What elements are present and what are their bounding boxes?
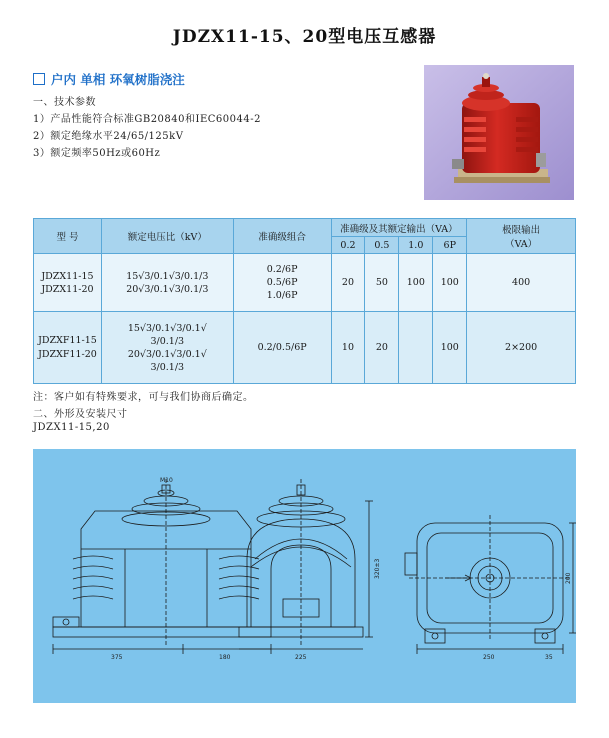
square-bullet-icon bbox=[33, 73, 45, 85]
cell-accuracy bbox=[233, 254, 331, 312]
ratio-value: 15√3/0.1√3/0.1√ bbox=[127, 322, 207, 334]
tech-params-heading: 一、技术参数 bbox=[33, 97, 96, 108]
header-sub-6p: 6P bbox=[433, 237, 467, 254]
model-name: JDZX11-15 bbox=[41, 270, 94, 282]
table-row bbox=[34, 312, 576, 384]
tech-param-item: 3）额定频率50Hz或60Hz bbox=[33, 148, 161, 159]
label-225: 225 bbox=[295, 654, 307, 661]
cell-accuracy bbox=[233, 312, 331, 384]
cell-output-6p: 100 bbox=[433, 312, 467, 384]
label-180: 180 bbox=[219, 654, 231, 661]
label-35: 35 bbox=[545, 654, 553, 661]
cell-limit: 2×200 bbox=[467, 312, 576, 384]
cell-output-1-0: 100 bbox=[399, 254, 433, 312]
installation-drawing bbox=[33, 449, 576, 703]
model-name: JDZX11-20 bbox=[41, 283, 94, 295]
cell-output-0-2: 20 bbox=[331, 254, 365, 312]
header-sub-0-2: 0.2 bbox=[331, 237, 365, 254]
cell-output-0-5: 50 bbox=[365, 254, 399, 312]
cell-limit: 400 bbox=[467, 254, 576, 312]
ratio-value: 15√3/0.1√3/0.1/3 bbox=[126, 270, 209, 282]
label-375: 375 bbox=[111, 654, 123, 661]
header-sub-0-5: 0.5 bbox=[365, 237, 399, 254]
label-250: 250 bbox=[483, 654, 495, 661]
spec-table bbox=[33, 218, 576, 384]
cell-output-6p: 100 bbox=[433, 254, 467, 312]
header-limit-label: 极限输出 bbox=[502, 225, 541, 236]
header-limit bbox=[467, 219, 576, 254]
label-200: 200 bbox=[565, 572, 572, 584]
accuracy-value: 0.2/6P bbox=[266, 264, 298, 275]
cell-output-0-2: 10 bbox=[331, 312, 365, 384]
cell-models bbox=[34, 312, 102, 384]
header-ratio: 额定电压比（kV） bbox=[101, 219, 233, 254]
subheading-text: 户内 单相 环氧树脂浇注 bbox=[51, 72, 185, 87]
model-name: JDZXF11-20 bbox=[38, 349, 97, 360]
dims-heading: 二、外形及安装尺寸 bbox=[33, 409, 128, 420]
header-accuracy: 准确级组合 bbox=[233, 219, 331, 254]
tech-param-item: 1）产品性能符合标准GB20840和IEC60044-2 bbox=[33, 114, 261, 125]
ratio-value: 20√3/0.1√3/0.1√ bbox=[127, 348, 207, 360]
product-photo bbox=[424, 65, 574, 200]
header-model: 型 号 bbox=[34, 219, 102, 254]
ratio-value: 3/0.1/3 bbox=[150, 361, 185, 373]
tech-param-item: 2）额定绝缘水平24/65/125kV bbox=[33, 131, 184, 142]
cell-ratios bbox=[101, 312, 233, 384]
cell-models bbox=[34, 254, 102, 312]
header-output-group: 准确级及其额定输出（VA） bbox=[331, 219, 467, 237]
cell-ratios bbox=[101, 254, 233, 312]
header-limit-unit: （VA） bbox=[505, 239, 538, 250]
model-name: JDZXF11-15 bbox=[38, 335, 97, 346]
label-m10: M10 bbox=[160, 477, 173, 484]
note-text: 注：客户如有特殊要求，可与我们协商后确定。 bbox=[33, 392, 254, 403]
section-subheading bbox=[33, 70, 185, 88]
cell-output-1-0 bbox=[399, 312, 433, 384]
dims-model: JDZX11-15,20 bbox=[33, 422, 110, 433]
accuracy-value: 1.0/6P bbox=[266, 290, 298, 301]
table-row bbox=[34, 254, 576, 312]
page-title: JDZX11-15、20型电压互感器 bbox=[172, 27, 437, 47]
ratio-value: 20√3/0.1√3/0.1/3 bbox=[126, 283, 209, 295]
header-sub-1-0: 1.0 bbox=[399, 237, 433, 254]
label-320: 320±3 bbox=[374, 558, 381, 579]
cell-output-0-5: 20 bbox=[365, 312, 399, 384]
ratio-value: 3/0.1/3 bbox=[150, 335, 185, 347]
accuracy-value: 0.2/0.5/6P bbox=[257, 342, 307, 353]
accuracy-value: 0.5/6P bbox=[266, 277, 298, 288]
